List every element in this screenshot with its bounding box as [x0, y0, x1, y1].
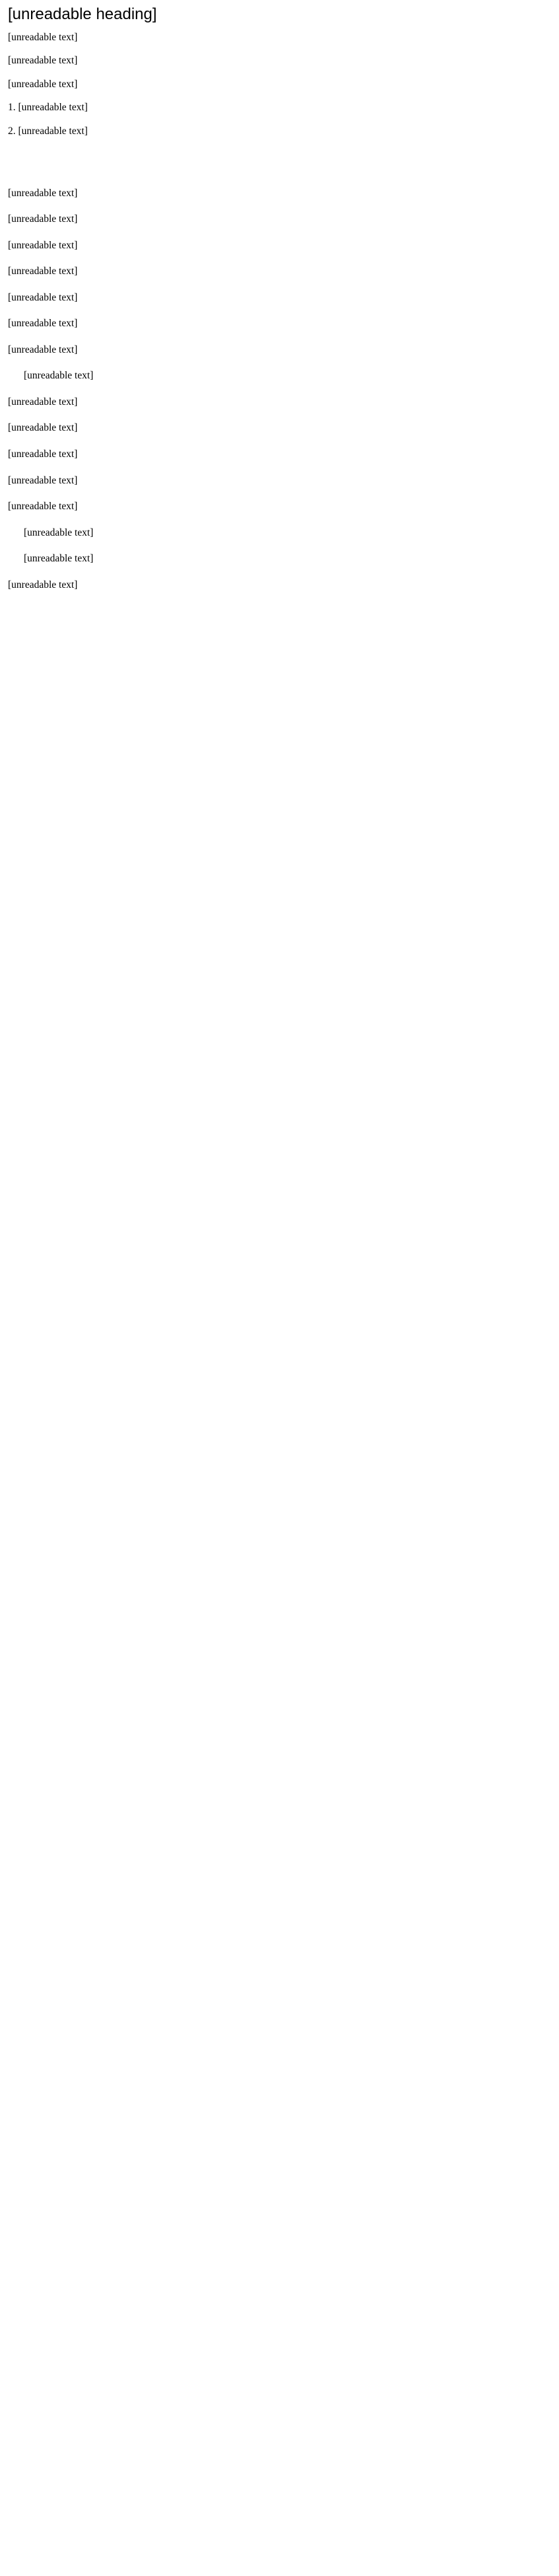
body-paragraph-13: [unreadable text]	[8, 501, 78, 513]
body-paragraph-12: [unreadable text]	[8, 474, 78, 486]
intro-line-purpose: [unreadable text]	[8, 55, 78, 67]
body-paragraph-4: [unreadable text]	[8, 266, 78, 277]
body-paragraph-2: [unreadable text]	[8, 213, 78, 225]
body-paragraph-3: [unreadable text]	[8, 239, 78, 251]
body-paragraph-16: [unreadable text]	[8, 579, 78, 590]
intro-line-plan-item-2: 2. [unreadable text]	[8, 125, 88, 137]
intro-line-topic: [unreadable text]	[8, 31, 78, 43]
intro-line-plan-heading: [unreadable text]	[8, 78, 78, 90]
body-paragraph-5: [unreadable text]	[8, 291, 78, 303]
body-paragraph-7: [unreadable text]	[8, 343, 78, 355]
document-title: [unreadable heading]	[8, 5, 157, 23]
body-paragraph-9: [unreadable text]	[8, 396, 78, 408]
body-paragraph-14: [unreadable text]	[24, 526, 94, 538]
body-paragraph-6: [unreadable text]	[8, 318, 78, 330]
body-paragraph-11: [unreadable text]	[8, 448, 78, 460]
body-paragraph-8: [unreadable text]	[24, 370, 94, 382]
intro-line-plan-item-1: 1. [unreadable text]	[8, 102, 88, 114]
section-gap	[8, 147, 550, 186]
body-paragraph-10: [unreadable text]	[8, 422, 78, 434]
body-paragraph-1: [unreadable text]	[8, 187, 78, 199]
body-paragraph-15: [unreadable text]	[24, 553, 94, 565]
